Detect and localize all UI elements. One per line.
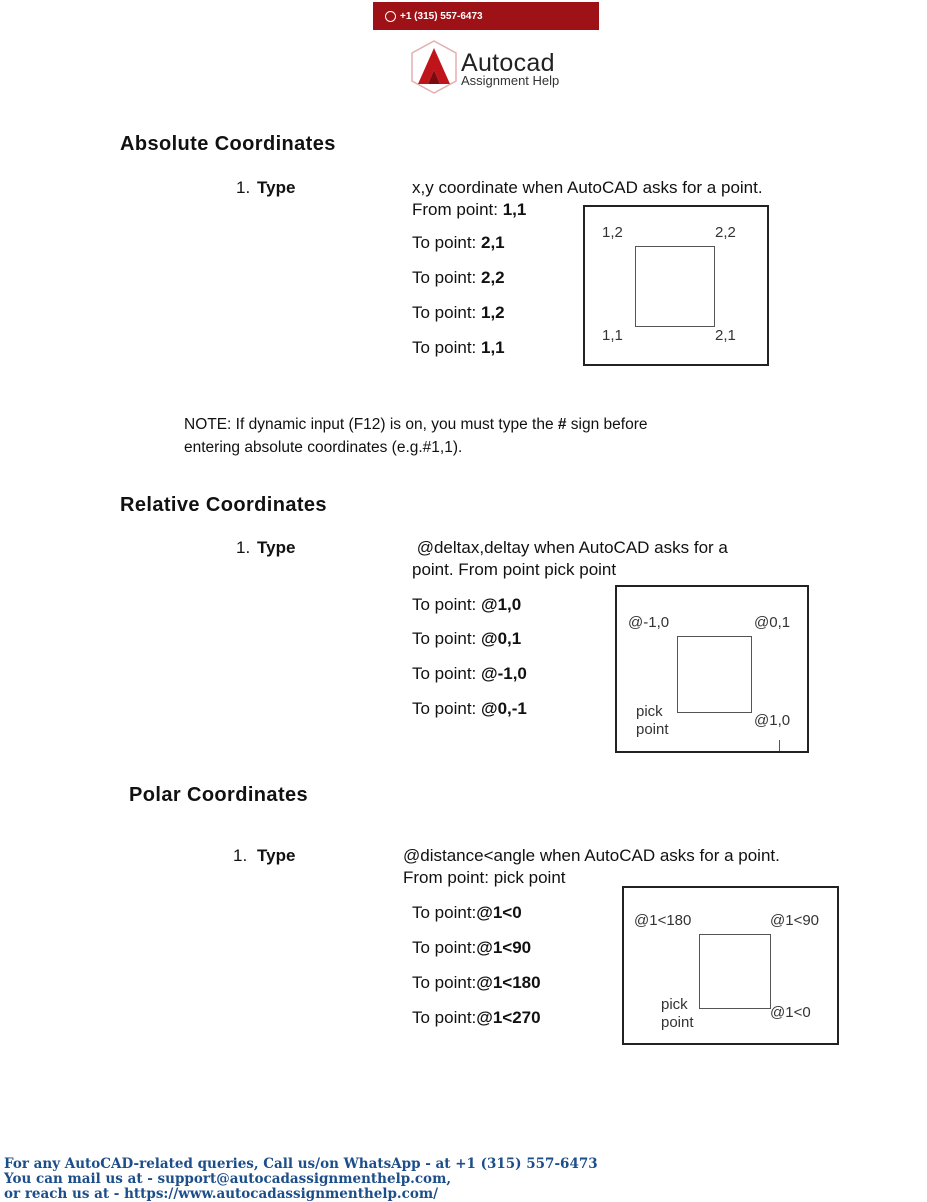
relative-to-point: To point: @-1,0 [412,664,527,683]
brand-subtitle: Assignment Help [461,73,560,88]
absolute-step-number: 1. [236,178,251,197]
autocad-logo-icon [410,40,458,94]
absolute-heading: Absolute Coordinates [120,133,336,155]
absolute-to-point: To point: 1,2 [412,303,505,322]
absolute-to-point: To point: 2,2 [412,268,505,287]
diagram-label-bottom-right: 2,1 [715,327,736,344]
relative-step-number: 1. [236,538,251,557]
footer-line-email: You can mail us at - support@autocadassignmenthelp.com, [4,1171,452,1187]
footer-line-phone: For any AutoCAD-related queries, Call us/on WhatsApp - at +1 (315) 557-6473 [4,1156,598,1172]
relative-heading: Relative Coordinates [120,494,327,516]
diagram-tick [779,740,780,751]
footer-line-website: or reach us at - https://www.autocadassignmenthelp.com/ [4,1186,439,1202]
diagram-label-top-right: @1<90 [770,912,820,929]
brand-title: Autocad [461,49,555,77]
polar-heading: Polar Coordinates [129,784,309,806]
polar-description-2: From point: pick point [403,868,566,887]
absolute-diagram [583,205,769,366]
absolute-to-point: To point: 2,1 [412,233,505,252]
polar-diagram [622,886,839,1045]
polar-step-number: 1. [233,846,248,865]
relative-diagram [615,585,809,753]
diagram-label-bottom-left: 1,1 [602,327,623,344]
diagram-square [635,246,715,327]
diagram-label-top-right: @0,1 [754,614,791,631]
diagram-label-pick: pick point [636,703,669,738]
diagram-label-bottom-right: @1,0 [754,712,791,729]
polar-description: @distance<angle when AutoCAD asks for a point. [403,846,780,865]
whatsapp-icon [385,11,396,22]
relative-description: @deltax,deltay when AutoCAD asks for a [412,538,728,557]
relative-to-point: To point: @0,-1 [412,699,527,718]
diagram-square [699,934,771,1009]
polar-to-point: To point:@1<180 [412,973,541,992]
relative-to-point: To point: @1,0 [412,595,522,614]
contact-footer [4,1157,598,1202]
relative-to-point: To point: @0,1 [412,629,522,648]
relative-description-2: point. From point pick point [412,560,617,579]
diagram-label-top-left: 1,2 [602,224,623,241]
polar-to-point: To point:@1<90 [412,938,532,957]
absolute-from-point: From point: 1,1 [412,200,527,219]
diagram-label-top-left: @-1,0 [628,614,670,631]
polar-step-type: Type [257,846,296,865]
phone-number: +1 (315) 557-6473 [400,10,483,22]
polar-to-point: To point:@1<270 [412,1008,541,1027]
phone-banner[interactable] [373,2,599,30]
dynamic-input-note: NOTE: If dynamic input (F12) is on, you must type the # sign before entering absolute coordinates (e.g.#1,1). [184,416,648,456]
diagram-square [677,636,752,713]
diagram-label-bottom-right: @1<0 [770,1004,811,1021]
polar-to-point: To point:@1<0 [412,903,522,922]
diagram-label-pick: pick point [661,996,694,1031]
absolute-description: x,y coordinate when AutoCAD asks for a point. [412,178,763,197]
relative-step-type: Type [257,538,296,557]
absolute-step-type: Type [257,178,296,197]
diagram-label-top-left: @1<180 [634,912,692,929]
absolute-to-point: To point: 1,1 [412,338,505,357]
diagram-label-top-right: 2,2 [715,224,736,241]
